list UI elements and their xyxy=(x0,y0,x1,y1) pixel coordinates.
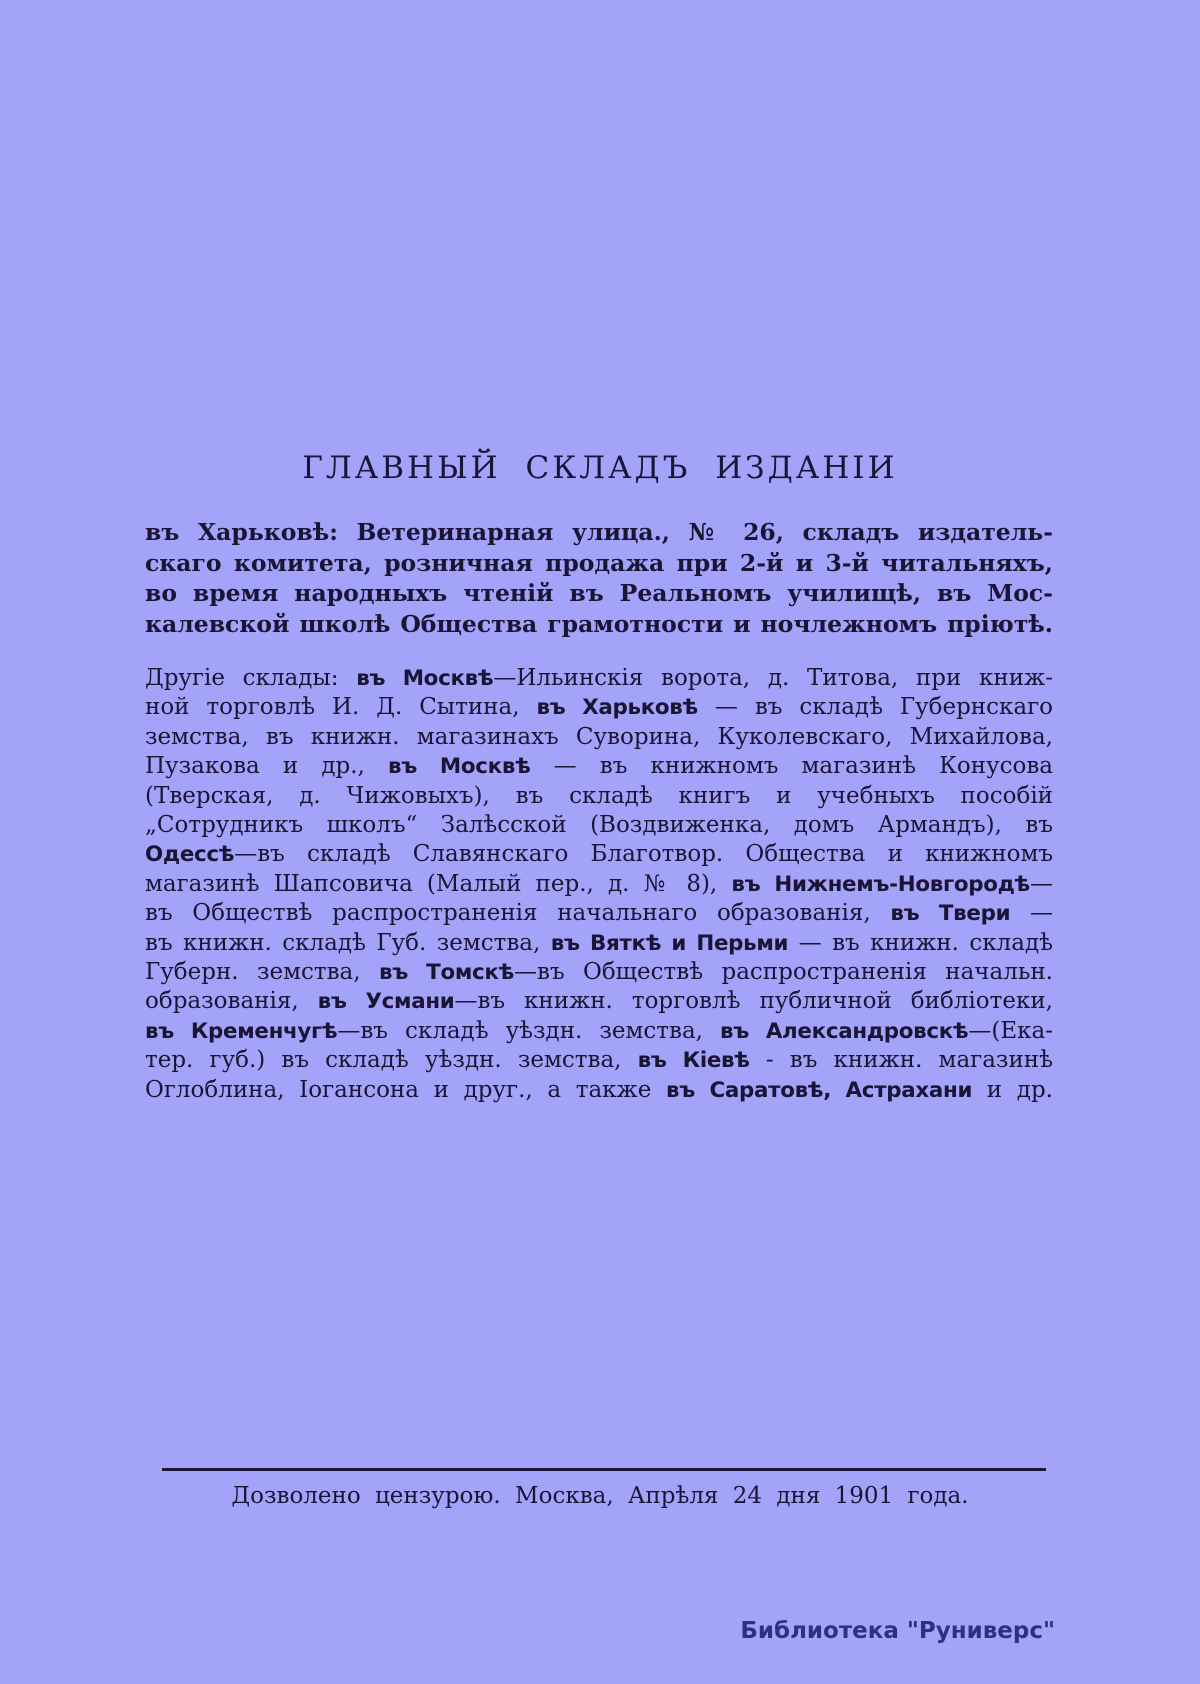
text-segment: тер. губ.) въ складѣ уѣздн. земства, xyxy=(145,1047,638,1074)
text-segment: —въ складѣ Славянскаго Благотвор. Общества и книжномъ xyxy=(234,841,1053,868)
emphasized-text-segment: въ Усмани xyxy=(317,989,455,1015)
text-segment: въ Обществѣ распространенія начальнаго образованія, xyxy=(145,900,891,927)
text-segment: въ Харьковѣ: Ветеринарная улица., № 26, складъ издатель- xyxy=(145,518,1053,546)
emphasized-text-segment: въ Харьковѣ xyxy=(536,695,698,721)
text-line xyxy=(145,693,1053,722)
text-line xyxy=(145,548,1053,579)
text-segment: —Ильинскія ворота, д. Титова, при книж- xyxy=(493,665,1053,691)
text-segment: магазинѣ Шапсовича (Малый пер., д. № 8), xyxy=(145,870,732,897)
emphasized-text-segment: въ Александровскѣ xyxy=(719,1018,969,1044)
text-segment: „Сотрудникъ школъ“ Залѣсской (Воздвиженка, домъ Армандъ), въ xyxy=(145,812,1053,839)
text-segment: во время народныхъ чтеній въ Реальномъ училищѣ, въ Мос- xyxy=(145,579,1053,608)
text-segment: — xyxy=(1030,870,1053,897)
emphasized-text-segment: въ Москвѣ xyxy=(356,666,494,691)
text-line xyxy=(145,840,1053,869)
text-segment: Губерн. земства, xyxy=(145,959,379,986)
emphasized-text-segment: въ Томскѣ xyxy=(378,960,515,986)
text-segment: образованія, xyxy=(145,988,318,1015)
text-segment: —въ Обществѣ распространенія начальн. xyxy=(514,959,1053,986)
emphasized-text-segment: въ Кіевѣ xyxy=(637,1048,750,1074)
text-line xyxy=(145,811,1053,840)
text-line xyxy=(145,1046,1053,1075)
text-segment: —(Ека- xyxy=(968,1017,1053,1044)
emphasized-text-segment: въ Кременчугѣ xyxy=(145,1018,338,1044)
text-segment: — въ книжн. складѣ xyxy=(788,929,1053,956)
text-segment: —въ складѣ уѣздн. земства, xyxy=(337,1017,720,1044)
text-segment: въ книжн. складѣ Губ. земства, xyxy=(145,929,551,956)
text-line xyxy=(145,664,1053,693)
text-segment: Пузакова и др., xyxy=(145,753,388,780)
text-segment: земства, въ книжн. магазинахъ Суворина, Куколевскаго, Михайлова, xyxy=(145,723,1053,750)
text-segment: скаго комитета, розничная продажа при 2-й и 3-й читальняхъ, xyxy=(145,548,1053,577)
text-line xyxy=(145,899,1053,928)
text-segment: — въ складѣ Губернскаго xyxy=(697,694,1054,721)
text-segment: — xyxy=(1010,900,1054,927)
censor-approval-line: Дозволено цензурою. Москва, Апрѣля 24 дня 1901 года. xyxy=(231,1483,969,1509)
emphasized-text-segment: въ Москвѣ xyxy=(387,754,531,780)
text-segment: —въ книжн. торговлѣ публичной библіотеки, xyxy=(454,988,1053,1015)
text-line xyxy=(145,870,1053,899)
text-line xyxy=(145,578,1053,609)
text-line xyxy=(145,609,1053,640)
text-line xyxy=(145,723,1053,752)
emphasized-text-segment: Одессѣ xyxy=(145,842,235,868)
text-line xyxy=(145,987,1053,1016)
text-segment: (Тверская, д. Чижовыхъ), въ складѣ книгъ и учебныхъ пособій xyxy=(145,782,1053,809)
text-line xyxy=(145,958,1053,987)
text-line xyxy=(145,517,1053,548)
text-segment: — въ книжномъ магазинѣ Конусова xyxy=(530,753,1053,780)
text-line xyxy=(145,752,1053,781)
text-segment: Другіе склады: xyxy=(145,665,357,691)
main-depot-paragraph xyxy=(145,517,1053,639)
page-title: ГЛАВНЫЙ СКЛАДЪ ИЗДАНІИ xyxy=(302,450,898,486)
other-depots-paragraph xyxy=(145,664,1053,1105)
library-watermark: Библиотека "Руниверс" xyxy=(740,1618,1055,1644)
text-segment: калевской школѣ Общества грамотности и ночлежномъ пріютѣ. xyxy=(145,609,1053,638)
text-segment: ной торговлѣ И. Д. Сытина, xyxy=(145,694,537,721)
text-line xyxy=(145,782,1053,811)
divider-rule xyxy=(162,1468,1046,1471)
emphasized-text-segment: въ Нижнемъ-Новгородѣ xyxy=(731,871,1030,897)
text-segment: Оглоблина, Іогансона и друг., а также xyxy=(145,1076,666,1103)
emphasized-text-segment: въ Вяткѣ и Перьми xyxy=(550,930,789,956)
text-segment: и др. xyxy=(972,1076,1053,1103)
text-line xyxy=(145,1076,1053,1105)
emphasized-text-segment: въ Саратовѣ, Астрахани xyxy=(665,1077,973,1103)
text-segment: - въ книжн. магазинѣ xyxy=(749,1047,1053,1074)
text-line xyxy=(145,929,1053,958)
emphasized-text-segment: въ Твери xyxy=(890,901,1011,927)
text-line xyxy=(145,1017,1053,1046)
